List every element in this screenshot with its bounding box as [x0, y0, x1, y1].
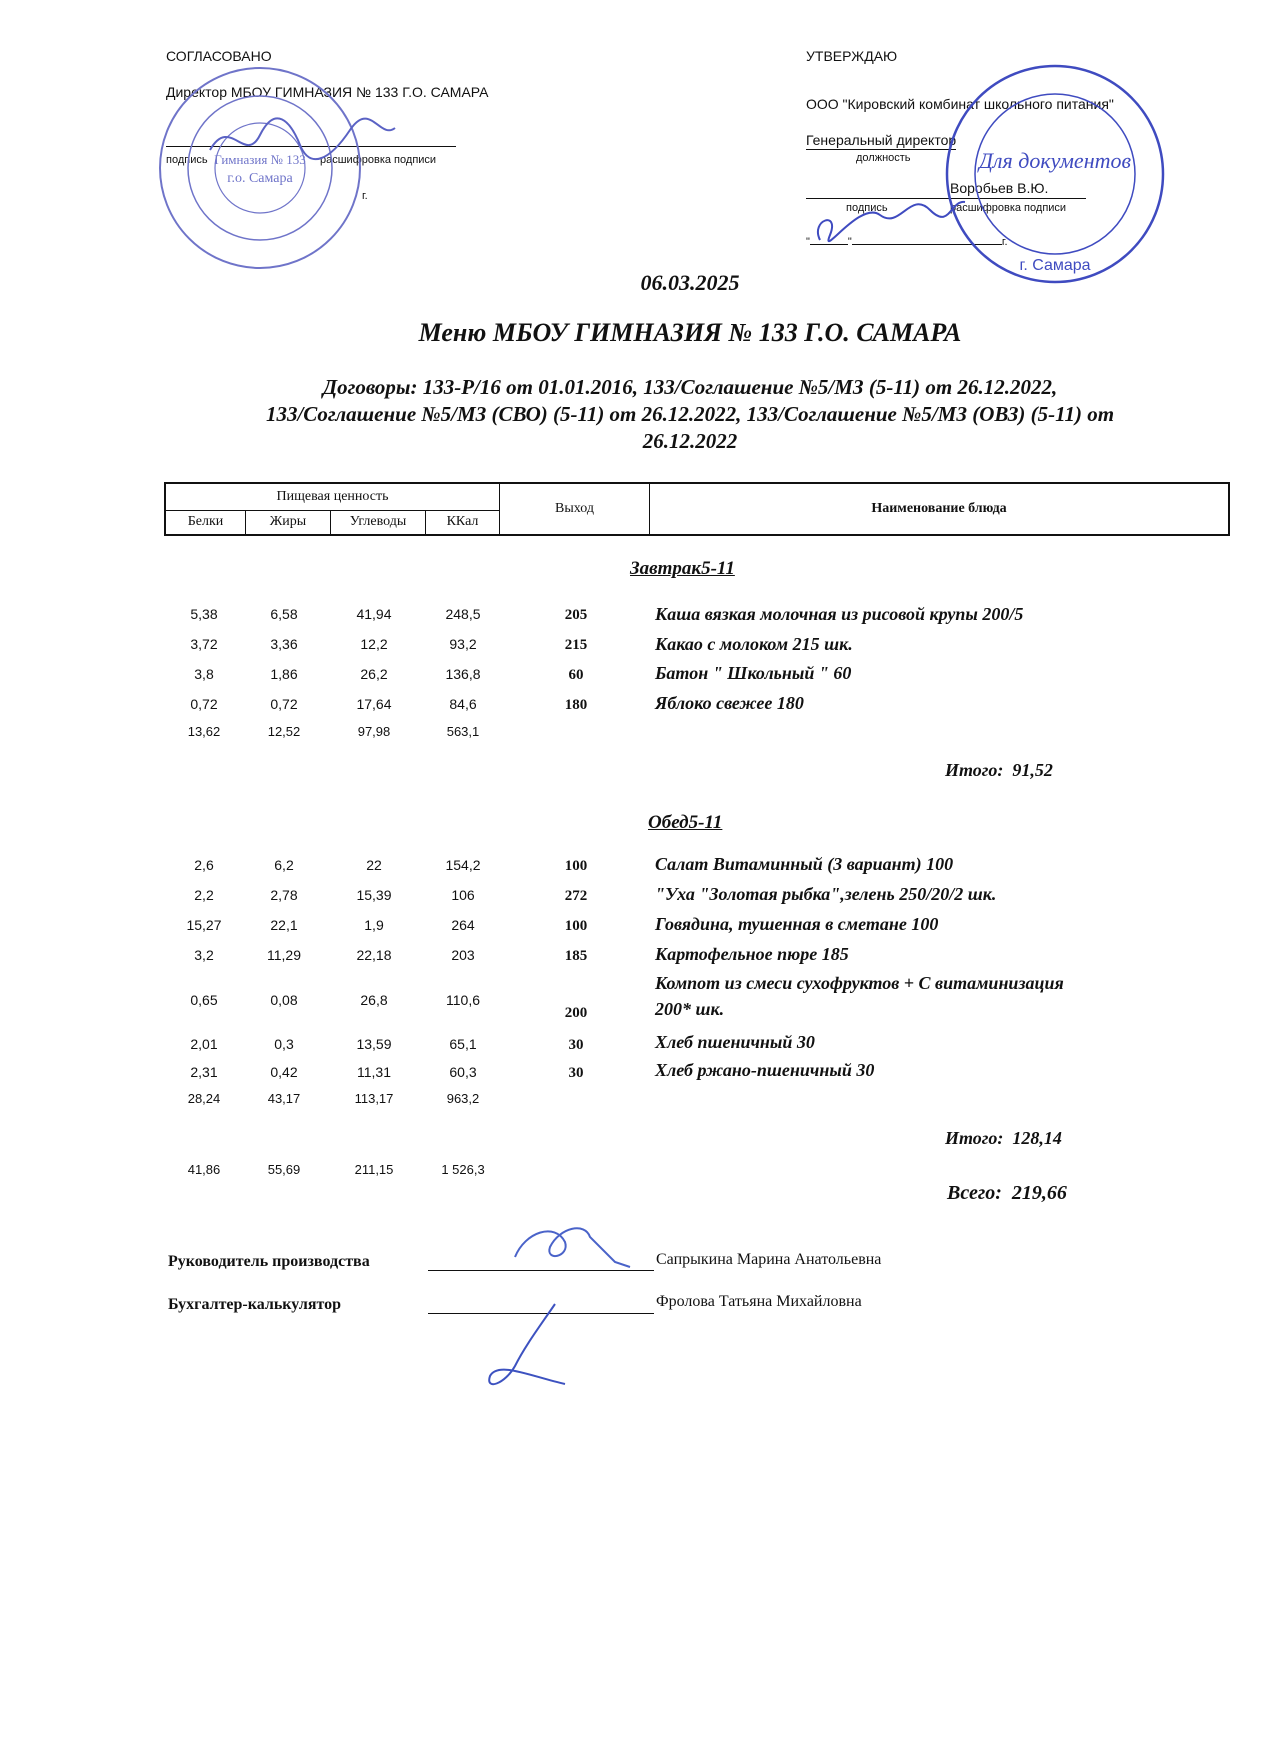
- cell-proteins: 0,65: [190, 992, 218, 1008]
- approval-left-decoding-caption: расшифровка подписи: [320, 154, 437, 166]
- lunch-total-value: 128,14: [1012, 1128, 1062, 1148]
- accountant-name: Фролова Татьяна Михайловна: [656, 1293, 862, 1310]
- left-stamp-sub: Гимназия № 133: [214, 152, 306, 167]
- cell-carbs: 15,39: [356, 887, 392, 903]
- cell-yield: 30: [568, 1037, 584, 1053]
- cell-yield: 60: [568, 667, 584, 683]
- approval-right-name: Воробьев В.Ю.: [950, 180, 1049, 196]
- cell-fats: 6,2: [274, 857, 294, 873]
- manager-role: Руководитель производства: [168, 1253, 370, 1270]
- cell-yield: 205: [564, 607, 588, 623]
- cell-yield: 185: [564, 948, 588, 964]
- th-kcal: ККал: [426, 511, 500, 534]
- cell-carbs: 12,2: [360, 636, 388, 652]
- grand-sum-proteins: 41,86: [187, 1162, 221, 1177]
- cell-yield: 100: [564, 918, 588, 934]
- cell-kcal: 248,5: [445, 606, 481, 622]
- th-nutrition: Пищевая ценность: [166, 484, 500, 511]
- sum-kcal: 563,1: [446, 724, 480, 739]
- right-stamp-city: г. Самара: [1019, 257, 1091, 274]
- cell-proteins: 2,01: [190, 1036, 218, 1052]
- cell-kcal: 203: [451, 947, 475, 963]
- left-stamp-city: г.о. Самара: [227, 171, 293, 186]
- cell-dish: Картофельное пюре 185: [655, 944, 849, 964]
- sum-carbs: 97,98: [357, 724, 391, 739]
- grand-total-label: Всего:: [947, 1182, 1002, 1204]
- cell-dish: Какао с молоком 215 шк.: [655, 634, 853, 654]
- cell-proteins: 5,38: [190, 606, 218, 622]
- accountant-signature-icon: [470, 1296, 580, 1406]
- table-header: [164, 482, 1230, 536]
- cell-kcal: 136,8: [445, 666, 481, 682]
- approval-left-date-suffix: г.: [362, 190, 368, 202]
- sum-fats: 12,52: [267, 724, 301, 739]
- contracts-line-1: Договоры: 133-Р/16 от 01.01.2016, 133/Соглашение №5/МЗ (5-11) от 26.12.2022,: [322, 375, 1058, 399]
- cell-yield: 30: [568, 1065, 584, 1081]
- approval-right-heading: УТВЕРЖДАЮ: [806, 48, 898, 64]
- cell-carbs: 1,9: [364, 917, 384, 933]
- cell-carbs: 13,59: [356, 1036, 392, 1052]
- cell-fats: 6,58: [270, 606, 298, 622]
- cell-carbs: 41,94: [356, 606, 392, 622]
- cell-fats: 3,36: [270, 636, 298, 652]
- approval-left-org: МБОУ ГИМНАЗИЯ № 133 Г.О. САМАРА: [230, 84, 489, 100]
- section-breakfast-title: Завтрак5-11: [630, 558, 735, 579]
- manager-signature-icon: [505, 1212, 635, 1282]
- right-signature-icon: [800, 180, 970, 260]
- approval-left-signature-caption: подпись: [166, 154, 208, 166]
- approval-left-heading: СОГЛАСОВАНО: [166, 48, 272, 64]
- grand-total: [947, 1182, 1067, 1205]
- contracts: [150, 374, 1230, 455]
- th-dish: Наименование блюда: [871, 501, 1007, 516]
- cell-proteins: 15,27: [186, 917, 222, 933]
- accountant-role: Бухгалтер-калькулятор: [168, 1296, 342, 1313]
- grand-sum-kcal: 1 526,3: [441, 1162, 485, 1177]
- page-title: Меню МБОУ ГИМНАЗИЯ № 133 Г.О. САМАРА: [418, 318, 962, 347]
- sum-fats: 43,17: [267, 1091, 301, 1106]
- cell-proteins: 2,2: [194, 887, 214, 903]
- cell-carbs: 22: [366, 857, 382, 873]
- cell-dish: Хлеб пшеничный 30: [655, 1032, 815, 1052]
- sum-carbs: 113,17: [354, 1091, 394, 1106]
- cell-carbs: 22,18: [356, 947, 392, 963]
- cell-kcal: 106: [451, 887, 475, 903]
- cell-fats: 0,08: [270, 992, 298, 1008]
- approval-right-signature-caption: подпись: [846, 202, 888, 214]
- sum-proteins: 13,62: [187, 724, 221, 739]
- th-proteins: Белки: [166, 511, 246, 534]
- cell-carbs: 11,31: [357, 1064, 391, 1080]
- grand-sum-carbs: 211,15: [354, 1162, 394, 1177]
- cell-dish-line2: 200* шк.: [655, 999, 725, 1019]
- cell-carbs: 26,8: [360, 992, 388, 1008]
- approval-right-org: ООО "Кировский комбинат школьного питания": [806, 96, 1114, 112]
- cell-proteins: 3,72: [190, 636, 218, 652]
- document-date: 06.03.2025: [640, 270, 740, 295]
- cell-fats: 22,1: [270, 917, 298, 933]
- approval-right-position-caption: должность: [856, 152, 911, 164]
- cell-dish: Каша вязкая молочная из рисовой крупы 200/5: [655, 604, 1024, 624]
- cell-yield: 215: [564, 637, 588, 653]
- sum-kcal: 963,2: [446, 1091, 480, 1106]
- cell-proteins: 0,72: [190, 696, 218, 712]
- approval-right-position: Генеральный директор: [806, 132, 957, 148]
- left-signature-icon: [200, 110, 400, 170]
- cell-kcal: 154,2: [445, 857, 481, 873]
- cell-kcal: 65,1: [449, 1036, 477, 1052]
- cell-dish: Хлеб ржано-пшеничный 30: [655, 1060, 875, 1080]
- contracts-line-2: 133/Соглашение №5/МЗ (СВО) (5-11) от 26.12.2022, 133/Соглашение №5/МЗ (ОВЗ) (5-11) от: [265, 402, 1115, 426]
- right-stamp-text: Для документов: [978, 148, 1132, 173]
- cell-dish: Говядина, тушенная в сметане 100: [655, 914, 939, 934]
- approval-right-decoding-caption: расшифровка подписи: [950, 202, 1067, 214]
- cell-dish: Салат Витаминный (3 вариант) 100: [655, 854, 954, 874]
- cell-carbs: 26,2: [360, 666, 388, 682]
- cell-yield: 100: [564, 858, 588, 874]
- approval-right-date: " " г.: [806, 236, 1008, 248]
- contracts-line-3: 26.12.2022: [642, 429, 738, 453]
- cell-dish: Батон " Школьный " 60: [655, 663, 852, 683]
- cell-kcal: 60,3: [449, 1064, 477, 1080]
- sum-proteins: 28,24: [187, 1091, 221, 1106]
- lunch-total-label: Итого:: [945, 1128, 1004, 1148]
- cell-kcal: 110,6: [446, 992, 480, 1008]
- cell-yield: 200: [564, 1005, 588, 1021]
- manager-name: Сапрыкина Марина Анатольевна: [656, 1251, 882, 1268]
- cell-proteins: 3,8: [194, 666, 214, 682]
- th-fats: Жиры: [246, 511, 331, 534]
- cell-proteins: 3,2: [194, 947, 214, 963]
- cell-carbs: 17,64: [356, 696, 392, 712]
- section-lunch-title: Обед5-11: [648, 812, 723, 833]
- breakfast-total: [945, 760, 1053, 781]
- cell-fats: 0,72: [270, 696, 298, 712]
- cell-fats: 0,3: [274, 1036, 294, 1052]
- cell-proteins: 2,31: [190, 1064, 218, 1080]
- cell-fats: 0,42: [270, 1064, 298, 1080]
- cell-dish: "Уха "Золотая рыбка",зелень 250/20/2 шк.: [655, 884, 997, 904]
- cell-dish: Яблоко свежее 180: [655, 693, 804, 713]
- cell-fats: 1,86: [270, 666, 298, 682]
- grand-sum-fats: 55,69: [267, 1162, 301, 1177]
- cell-yield: 272: [564, 888, 588, 904]
- cell-fats: 11,29: [267, 947, 301, 963]
- cell-yield: 180: [564, 697, 588, 713]
- cell-kcal: 84,6: [449, 696, 477, 712]
- cell-fats: 2,78: [270, 887, 298, 903]
- lunch-total: [945, 1128, 1062, 1149]
- breakfast-total-label: Итого:: [945, 760, 1004, 780]
- cell-proteins: 2,6: [194, 857, 214, 873]
- th-yield: Выход: [500, 484, 650, 534]
- cell-dish: Компот из смеси сухофруктов + С витаминизация: [655, 973, 1064, 993]
- approval-left-role: Директор: [166, 84, 227, 100]
- th-carbs: Углеводы: [331, 511, 426, 534]
- grand-total-value: 219,66: [1011, 1182, 1067, 1204]
- cell-kcal: 264: [451, 917, 475, 933]
- right-round-stamp: [940, 56, 1170, 296]
- cell-kcal: 93,2: [449, 636, 477, 652]
- breakfast-total-value: 91,52: [1012, 760, 1053, 780]
